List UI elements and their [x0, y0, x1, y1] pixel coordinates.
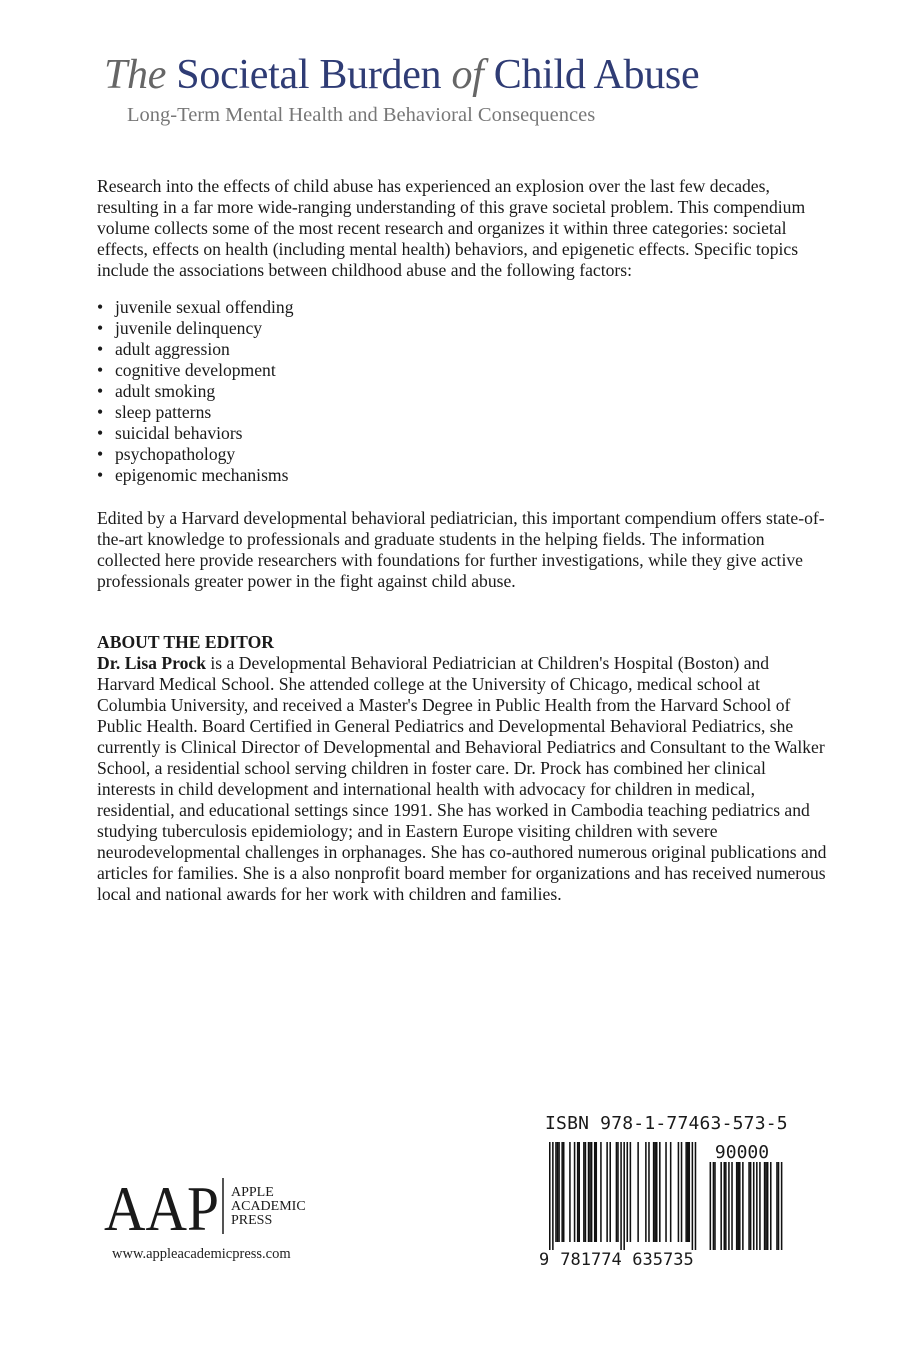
barcode-bar — [750, 1162, 752, 1250]
barcode-bar — [689, 1142, 691, 1242]
topics-list — [97, 297, 294, 486]
barcode-bar — [653, 1142, 655, 1242]
barcode-bar — [737, 1162, 739, 1250]
title-word-of: of — [451, 52, 484, 98]
barcode-bar — [778, 1162, 780, 1250]
list-item: • adult aggression — [97, 339, 294, 360]
publisher-name-line: PRESS — [231, 1213, 273, 1228]
barcode-bar — [724, 1162, 726, 1250]
barcode-bar — [670, 1142, 672, 1242]
barcode-bar — [623, 1142, 625, 1250]
barcode-bar — [574, 1142, 576, 1242]
list-item: • adult smoking — [97, 381, 294, 402]
ean-digit-first: 9 — [539, 1250, 550, 1270]
barcode-bar — [563, 1142, 565, 1242]
barcode-bar — [558, 1142, 560, 1242]
list-item: • suicidal behaviors — [97, 423, 294, 444]
barcode-bar — [578, 1142, 580, 1242]
list-item: • juvenile sexual offending — [97, 297, 294, 318]
title-word-the: The — [104, 52, 167, 98]
title-word-child-abuse: Child Abuse — [483, 52, 700, 98]
barcode-bar — [710, 1162, 712, 1250]
barcode-bar — [776, 1162, 778, 1250]
barcode-bar — [714, 1162, 716, 1250]
ean-digits-left: 781774 — [560, 1250, 622, 1270]
barcode-bar — [606, 1142, 608, 1242]
list-item: • epigenomic mechanisms — [97, 465, 294, 486]
list-item: • juvenile delinquency — [97, 318, 294, 339]
isbn-label: ISBN 978-1-77463-573-5 — [545, 1113, 788, 1134]
barcode-bar — [685, 1142, 687, 1242]
barcode-bar — [720, 1162, 722, 1250]
barcode-bar — [767, 1162, 769, 1250]
barcode-bar — [728, 1162, 730, 1250]
about-editor-heading: ABOUT THE EDITOR — [97, 632, 274, 652]
price-code-text: 90000 — [714, 1142, 770, 1163]
barcode-bar — [681, 1142, 683, 1242]
barcode-bar — [742, 1162, 744, 1250]
barcode-bar — [630, 1142, 632, 1242]
barcode-bar — [695, 1142, 697, 1250]
barcode-bar — [756, 1162, 758, 1250]
list-item: • sleep patterns — [97, 402, 294, 423]
editor-name: Dr. Lisa Prock — [97, 653, 206, 673]
barcode-bar — [600, 1142, 602, 1242]
barcode-bar — [665, 1142, 667, 1242]
edited-by-paragraph: Edited by a Harvard developmental behavioral pediatrician, this important compendium offers state-of-the-art knowledge to professionals and graduate students in the helping fields. The information collected here provide researchers with foundations for further investigations, while they give active professionals greater power in the fight against child abuse. — [97, 508, 825, 591]
barcode-bar — [678, 1142, 680, 1242]
publisher-name-line: APPLE — [231, 1185, 274, 1200]
title-word-societal-burden: Societal Burden — [166, 52, 452, 98]
list-item: • cognitive development — [97, 360, 294, 381]
barcode-bar — [731, 1162, 733, 1250]
barcode-bar — [555, 1142, 557, 1242]
barcode-bar — [561, 1142, 563, 1242]
barcode-bar — [588, 1142, 590, 1242]
barcode-bar — [759, 1162, 761, 1250]
barcode-icon — [537, 1138, 803, 1270]
barcode-bar — [692, 1142, 694, 1250]
publisher-logo-icon — [104, 1172, 224, 1236]
barcode-bar — [748, 1162, 750, 1250]
list-item: • psychopathology — [97, 444, 294, 465]
barcode-bar — [765, 1162, 767, 1250]
barcode-bar — [591, 1142, 593, 1242]
editor-bio — [97, 653, 827, 905]
barcode-bar — [549, 1142, 551, 1250]
barcode-bar — [616, 1142, 618, 1242]
barcode-bar — [770, 1162, 772, 1250]
barcode-bar — [753, 1162, 755, 1250]
editor-bio-text: is a Developmental Behavioral Pediatrician at Children's Hospital (Boston) and Harvard Medical School. She attended college at the University of Chicago, medical school at Columbia University, and received a Master's Degree in Public Health from the Harvard School of Public Health. Board Certified in General Pediatrics and Developmental Behavioral Pediatrics, she currently is Clinical Director of Developmental and Behavioral Pediatrics and Consultant to the Walker School, a residential school serving children in foster care. Dr. Prock has combined her clinical interests in child development and international health with advocacy for children in medical, residential, and educational settings since 1991. She has worked in Cambodia teaching pediatrics and studying tuberculosis epidemiology; and in Eastern Europe visiting children with severe neurodevelopmental challenges in orphanages. She has co-authored numerous original publications and articles for families. She is a also nonprofit board member for organizations and has received numerous local and national awards for her work with children and families. — [97, 653, 827, 904]
barcode-bar — [557, 1142, 559, 1242]
barcode-bar — [585, 1142, 587, 1242]
barcode-bar — [596, 1142, 598, 1242]
barcode-bar — [781, 1162, 783, 1250]
barcode-bar — [589, 1142, 591, 1242]
barcode-bar — [648, 1142, 650, 1242]
barcode-bar — [687, 1142, 689, 1242]
barcode-bar — [654, 1142, 656, 1242]
barcode-bar — [620, 1142, 622, 1250]
barcode-bar — [713, 1162, 715, 1250]
barcode-bar — [617, 1142, 619, 1242]
barcode-bar — [645, 1142, 647, 1242]
publisher-logo-mark: AAP — [104, 1173, 219, 1236]
publisher-name — [231, 1186, 306, 1228]
publisher-url: www.appleacademicpress.com — [112, 1246, 291, 1262]
barcode-bar — [656, 1142, 658, 1242]
barcode-bar — [659, 1142, 661, 1242]
barcode-bar — [637, 1142, 639, 1242]
barcode-bar — [725, 1162, 727, 1250]
barcode-bar — [736, 1162, 738, 1250]
book-title — [104, 52, 699, 98]
barcode-bar — [594, 1142, 596, 1242]
publisher-name-line: ACADEMIC — [231, 1199, 306, 1214]
ean-digits-right: 635735 — [632, 1250, 694, 1270]
barcode-bar — [577, 1142, 579, 1242]
barcode-bar — [739, 1162, 741, 1250]
barcode-bar — [764, 1162, 766, 1250]
barcode-bar — [627, 1142, 629, 1242]
description-paragraph: Research into the effects of child abuse has experienced an explosion over the last few decades, resulting in a far more wide-ranging understanding of this grave societal problem. This compendium volume collects some of the most recent research and organizes it within three categories: societal effects, effects on health (including mental health) behaviors, and epigenetic effects. Specific topics include the associations between childhood abuse and the following factors: — [97, 176, 806, 280]
barcode-bar — [569, 1142, 571, 1242]
barcode-bar — [552, 1142, 554, 1250]
barcode-bar — [583, 1142, 585, 1242]
barcode-bar — [609, 1142, 611, 1242]
book-subtitle: Long-Term Mental Health and Behavioral Consequences — [127, 104, 596, 126]
